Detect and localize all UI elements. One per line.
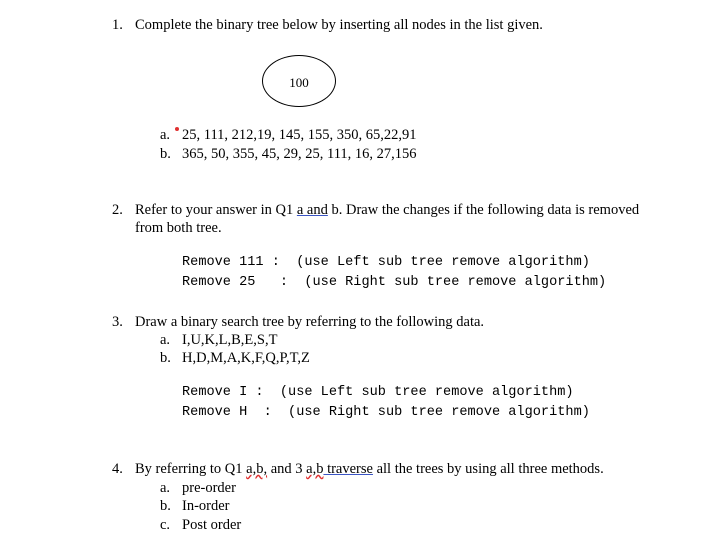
q4-item-label: b. (160, 498, 171, 514)
root-node (262, 55, 336, 107)
q4-text-ab1: a,b, (246, 461, 268, 477)
q3-text: Draw a binary search tree by referring to the following data. (135, 314, 485, 330)
q3-b-label: b. (160, 350, 171, 366)
q3-code-line2: Remove H : (use Right sub tree remove algorithm) (182, 405, 590, 420)
q1-text: Complete the binary tree below by inserting all nodes in the list given. (135, 17, 543, 33)
q2-code-line1: Remove 111 : (use Left sub tree remove algorithm) (182, 255, 590, 270)
q3-a-label: a. (160, 332, 171, 348)
q4-item-label: a. (160, 480, 171, 496)
q4-item-text: Post order (182, 517, 242, 533)
q4-text-post: all the trees by using all three methods. (372, 461, 604, 477)
q4-number: 4. (112, 461, 123, 477)
q4-text-traverse: traverse (323, 461, 373, 477)
q2-line1-underlined: a and (296, 202, 328, 218)
q2-line2: from both tree. (135, 220, 222, 236)
q1-number: 1. (112, 17, 123, 33)
q2-number: 2. (112, 202, 123, 218)
q4-item-text: In-order (182, 498, 230, 514)
q4-text-mid: and 3 (267, 461, 307, 477)
q4-text-pre: By referring to Q1 (135, 461, 247, 477)
q1-a-label: a. (160, 127, 171, 143)
q4-item-label: c. (160, 517, 171, 533)
q1-b-values: 365, 50, 355, 45, 29, 25, 111, 16, 27,156 (182, 146, 417, 162)
q2-line1-post: b. Draw the changes if the following data is removed (327, 202, 640, 218)
q2-code-line2: Remove 25 : (use Right sub tree remove algorithm) (182, 275, 607, 290)
q4-text-ab2: a,b (306, 461, 324, 477)
q3-number: 3. (112, 314, 123, 330)
q3-a-values: I,U,K,L,B,E,S,T (182, 332, 278, 348)
q2-line1-pre: Refer to your answer in Q1 (135, 202, 297, 218)
q1-b-label: b. (160, 146, 171, 162)
q2-line1 (135, 203, 639, 218)
q4-item-text: pre-order (182, 480, 236, 496)
q4-text (135, 462, 604, 477)
red-dot-marker (175, 127, 179, 131)
q3-b-values: H,D,M,A,K,F,Q,P,T,Z (182, 350, 310, 366)
root-node-value: 100 (289, 75, 309, 90)
q1-a-values: 25, 111, 212,19, 145, 155, 350, 65,22,91 (182, 127, 417, 143)
q3-code-line1: Remove I : (use Left sub tree remove algorithm) (182, 385, 574, 400)
